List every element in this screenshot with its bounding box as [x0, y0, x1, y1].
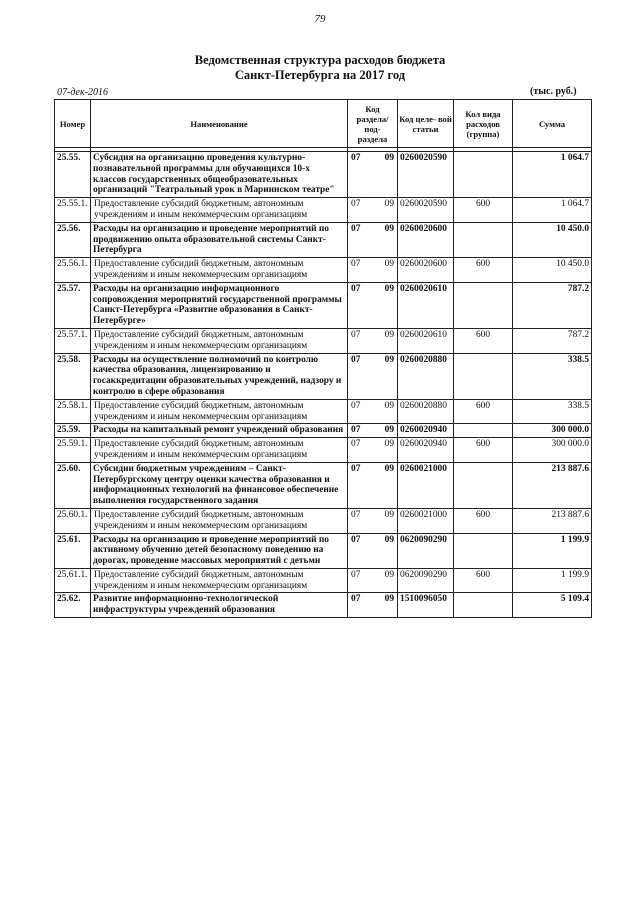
table-row [55, 198, 592, 223]
row-name: Предоставление субсидий бюджетным, автономным учреждениям и иным некоммерческим организациям [91, 258, 348, 283]
row-name: Предоставление субсидий бюджетным, автономным учреждениям и иным некоммерческим организациям [91, 508, 348, 533]
row-article-code: 0260020610 [398, 328, 454, 353]
subsection-code: 09 [384, 425, 394, 436]
row-name: Предоставление субсидий бюджетным, автономным учреждениям и иным некоммерческим организациям [91, 568, 348, 593]
row-section-code [348, 328, 398, 353]
table-row [55, 222, 592, 257]
row-article-code: 0260020610 [398, 282, 454, 328]
row-expense-type: 600 [454, 399, 513, 424]
row-expense-type [454, 152, 513, 198]
row-expense-type: 600 [454, 258, 513, 283]
row-section-code [348, 568, 398, 593]
row-article-code: 0260020600 [398, 222, 454, 257]
table-row [55, 399, 592, 424]
row-section-code [348, 424, 398, 438]
table-row [55, 282, 592, 328]
document-date: 07-дек-2016 [57, 87, 108, 98]
subsection-code: 09 [384, 199, 394, 210]
row-expense-type [454, 222, 513, 257]
row-number: 25.55.1. [55, 198, 91, 223]
row-section-code [348, 222, 398, 257]
row-number: 25.58.1. [55, 399, 91, 424]
table-row [55, 462, 592, 508]
row-expense-type [454, 593, 513, 618]
row-number: 25.55. [55, 152, 91, 198]
row-article-code: 0260021000 [398, 462, 454, 508]
header-amount: Сумма [513, 100, 592, 148]
row-amount: 338.5 [513, 353, 592, 399]
subsection-code: 09 [384, 329, 394, 340]
row-name: Расходы на капитальный ремонт учреждений образования [91, 424, 348, 438]
subsection-code: 09 [384, 463, 394, 474]
section-code: 07 [351, 259, 361, 270]
row-number: 25.59.1. [55, 438, 91, 463]
row-number: 25.60.1. [55, 508, 91, 533]
page-number: 79 [314, 13, 326, 25]
section-code: 07 [351, 354, 361, 365]
section-code: 07 [351, 283, 361, 294]
row-name: Субсидии бюджетным учреждениям – Санкт-Петербургскому центру оценки качества образования и информационных технологий на финансовое обеспечение выполнения государственного задания [91, 462, 348, 508]
row-expense-type: 600 [454, 568, 513, 593]
section-code: 07 [351, 223, 361, 234]
subsection-code: 09 [384, 153, 394, 163]
header-article: Код целе- вой статьи [398, 100, 454, 148]
row-name: Расходы на организацию и проведение мероприятий по продвижению опыта образовательной системы Санкт-Петербурга [91, 222, 348, 257]
row-amount: 787.2 [513, 282, 592, 328]
row-number: 25.57.1. [55, 328, 91, 353]
row-section-code [348, 282, 398, 328]
row-amount: 338.5 [513, 399, 592, 424]
row-amount: 213 887.6 [513, 462, 592, 508]
table-row [55, 533, 592, 568]
table-row [55, 438, 592, 463]
row-amount: 10 450.0 [513, 222, 592, 257]
section-code: 07 [351, 439, 361, 450]
section-code: 07 [351, 594, 361, 605]
units-label: (тыс. руб.) [530, 86, 577, 97]
header-expense-type: Кол вида расходов (группа) [454, 100, 513, 148]
row-number: 25.61. [55, 533, 91, 568]
row-name: Субсидия на организацию проведения культурно-познавательной программы для обучающихся 10-х классов государственных общеобразовательных организаций "Театральный урок в Мариинском театре" [91, 152, 348, 198]
table-row [55, 353, 592, 399]
subsection-code: 09 [384, 259, 394, 270]
row-section-code [348, 593, 398, 618]
row-article-code: 0260020940 [398, 438, 454, 463]
row-section-code [348, 533, 398, 568]
section-code: 07 [351, 199, 361, 210]
subsection-code: 09 [384, 509, 394, 520]
subsection-code: 09 [384, 223, 394, 234]
row-article-code: 0260020880 [398, 399, 454, 424]
row-number: 25.57. [55, 282, 91, 328]
row-amount: 213 887.6 [513, 508, 592, 533]
row-article-code: 0260020880 [398, 353, 454, 399]
subsection-code: 09 [384, 400, 394, 411]
row-expense-type: 600 [454, 438, 513, 463]
title-line-2: Санкт-Петербурга на 2017 год [234, 68, 406, 82]
header-number: Номер [55, 100, 91, 148]
row-name: Расходы на организацию и проведение мероприятий по активному обучению детей безопасному поведению на дорогах, проведение массовых мероприятий с детьми [91, 533, 348, 568]
row-section-code [348, 438, 398, 463]
row-article-code: 0620090290 [398, 568, 454, 593]
row-amount: 787.2 [513, 328, 592, 353]
table-body [55, 148, 592, 618]
row-amount: 10 450.0 [513, 258, 592, 283]
row-number: 25.56.1. [55, 258, 91, 283]
subsection-code: 09 [384, 569, 394, 580]
table-header-row [55, 100, 592, 148]
row-name: Предоставление субсидий бюджетным, автономным учреждениям и иным некоммерческим организациям [91, 438, 348, 463]
row-expense-type: 600 [454, 198, 513, 223]
row-expense-type [454, 282, 513, 328]
section-code: 07 [351, 400, 361, 411]
row-article-code: 0260020590 [398, 198, 454, 223]
table-row [55, 424, 592, 438]
row-amount: 5 109.4 [513, 593, 592, 618]
document-title [0, 53, 640, 83]
row-name: Предоставление субсидий бюджетным, автономным учреждениям и иным некоммерческим организациям [91, 198, 348, 223]
table-row [55, 328, 592, 353]
section-code: 07 [351, 329, 361, 340]
subsection-code: 09 [384, 439, 394, 450]
subsection-code: 09 [384, 283, 394, 294]
row-expense-type: 600 [454, 508, 513, 533]
row-article-code: 1510096050 [398, 593, 454, 618]
row-expense-type [454, 353, 513, 399]
row-name: Предоставление субсидий бюджетным, автономным учреждениям и иным некоммерческим организациям [91, 399, 348, 424]
table-row [55, 508, 592, 533]
row-number: 25.58. [55, 353, 91, 399]
row-section-code [348, 198, 398, 223]
row-number: 25.60. [55, 462, 91, 508]
row-name: Расходы на организацию информационного сопровождения мероприятий государственной программы Санкт-Петербурга «Развитие образования в Санкт-Петербурге» [91, 282, 348, 328]
row-number: 25.61.1. [55, 568, 91, 593]
table-row [55, 258, 592, 283]
row-section-code [348, 258, 398, 283]
section-code: 07 [351, 569, 361, 580]
row-amount: 1 064.7 [513, 152, 592, 198]
row-expense-type: 600 [454, 328, 513, 353]
budget-table [54, 99, 592, 618]
row-article-code: 0260020600 [398, 258, 454, 283]
row-section-code [348, 508, 398, 533]
row-amount: 1 064.7 [513, 198, 592, 223]
row-amount: 300 000.0 [513, 438, 592, 463]
subsection-code: 09 [384, 594, 394, 605]
subsection-code: 09 [384, 354, 394, 365]
section-code: 07 [351, 463, 361, 474]
row-expense-type [454, 462, 513, 508]
section-code: 07 [351, 509, 361, 520]
section-code: 07 [351, 425, 361, 436]
title-line-1: Ведомственная структура расходов бюджета [194, 53, 446, 67]
row-number: 25.62. [55, 593, 91, 618]
subsection-code: 09 [384, 534, 394, 545]
row-amount: 1 199.9 [513, 568, 592, 593]
header-name: Наименование [91, 100, 348, 148]
row-section-code [348, 353, 398, 399]
row-article-code: 0260020940 [398, 424, 454, 438]
row-amount: 1 199.9 [513, 533, 592, 568]
row-section-code [348, 399, 398, 424]
row-name: Расходы на осуществление полномочий по контролю качества образования, лицензированию и госаккредитации образовательных учреждений, надзору и контролю в сфере образования [91, 353, 348, 399]
row-number: 25.59. [55, 424, 91, 438]
section-code: 07 [351, 153, 361, 163]
row-number: 25.56. [55, 222, 91, 257]
row-article-code: 0260020590 [398, 152, 454, 198]
table-row [55, 593, 592, 618]
section-code: 07 [351, 534, 361, 545]
row-section-code [348, 152, 398, 198]
row-article-code: 0260021000 [398, 508, 454, 533]
table-row [55, 152, 592, 198]
row-amount: 300 000.0 [513, 424, 592, 438]
row-section-code [348, 462, 398, 508]
row-name: Предоставление субсидий бюджетным, автономным учреждениям и иным некоммерческим организациям [91, 328, 348, 353]
table-row [55, 568, 592, 593]
row-expense-type [454, 424, 513, 438]
row-article-code: 0620090290 [398, 533, 454, 568]
row-expense-type [454, 533, 513, 568]
header-section: Код раздела/ под- раздела [348, 100, 398, 148]
row-name: Развитие информационно-технологической инфраструктуры учреждений образования [91, 593, 348, 618]
